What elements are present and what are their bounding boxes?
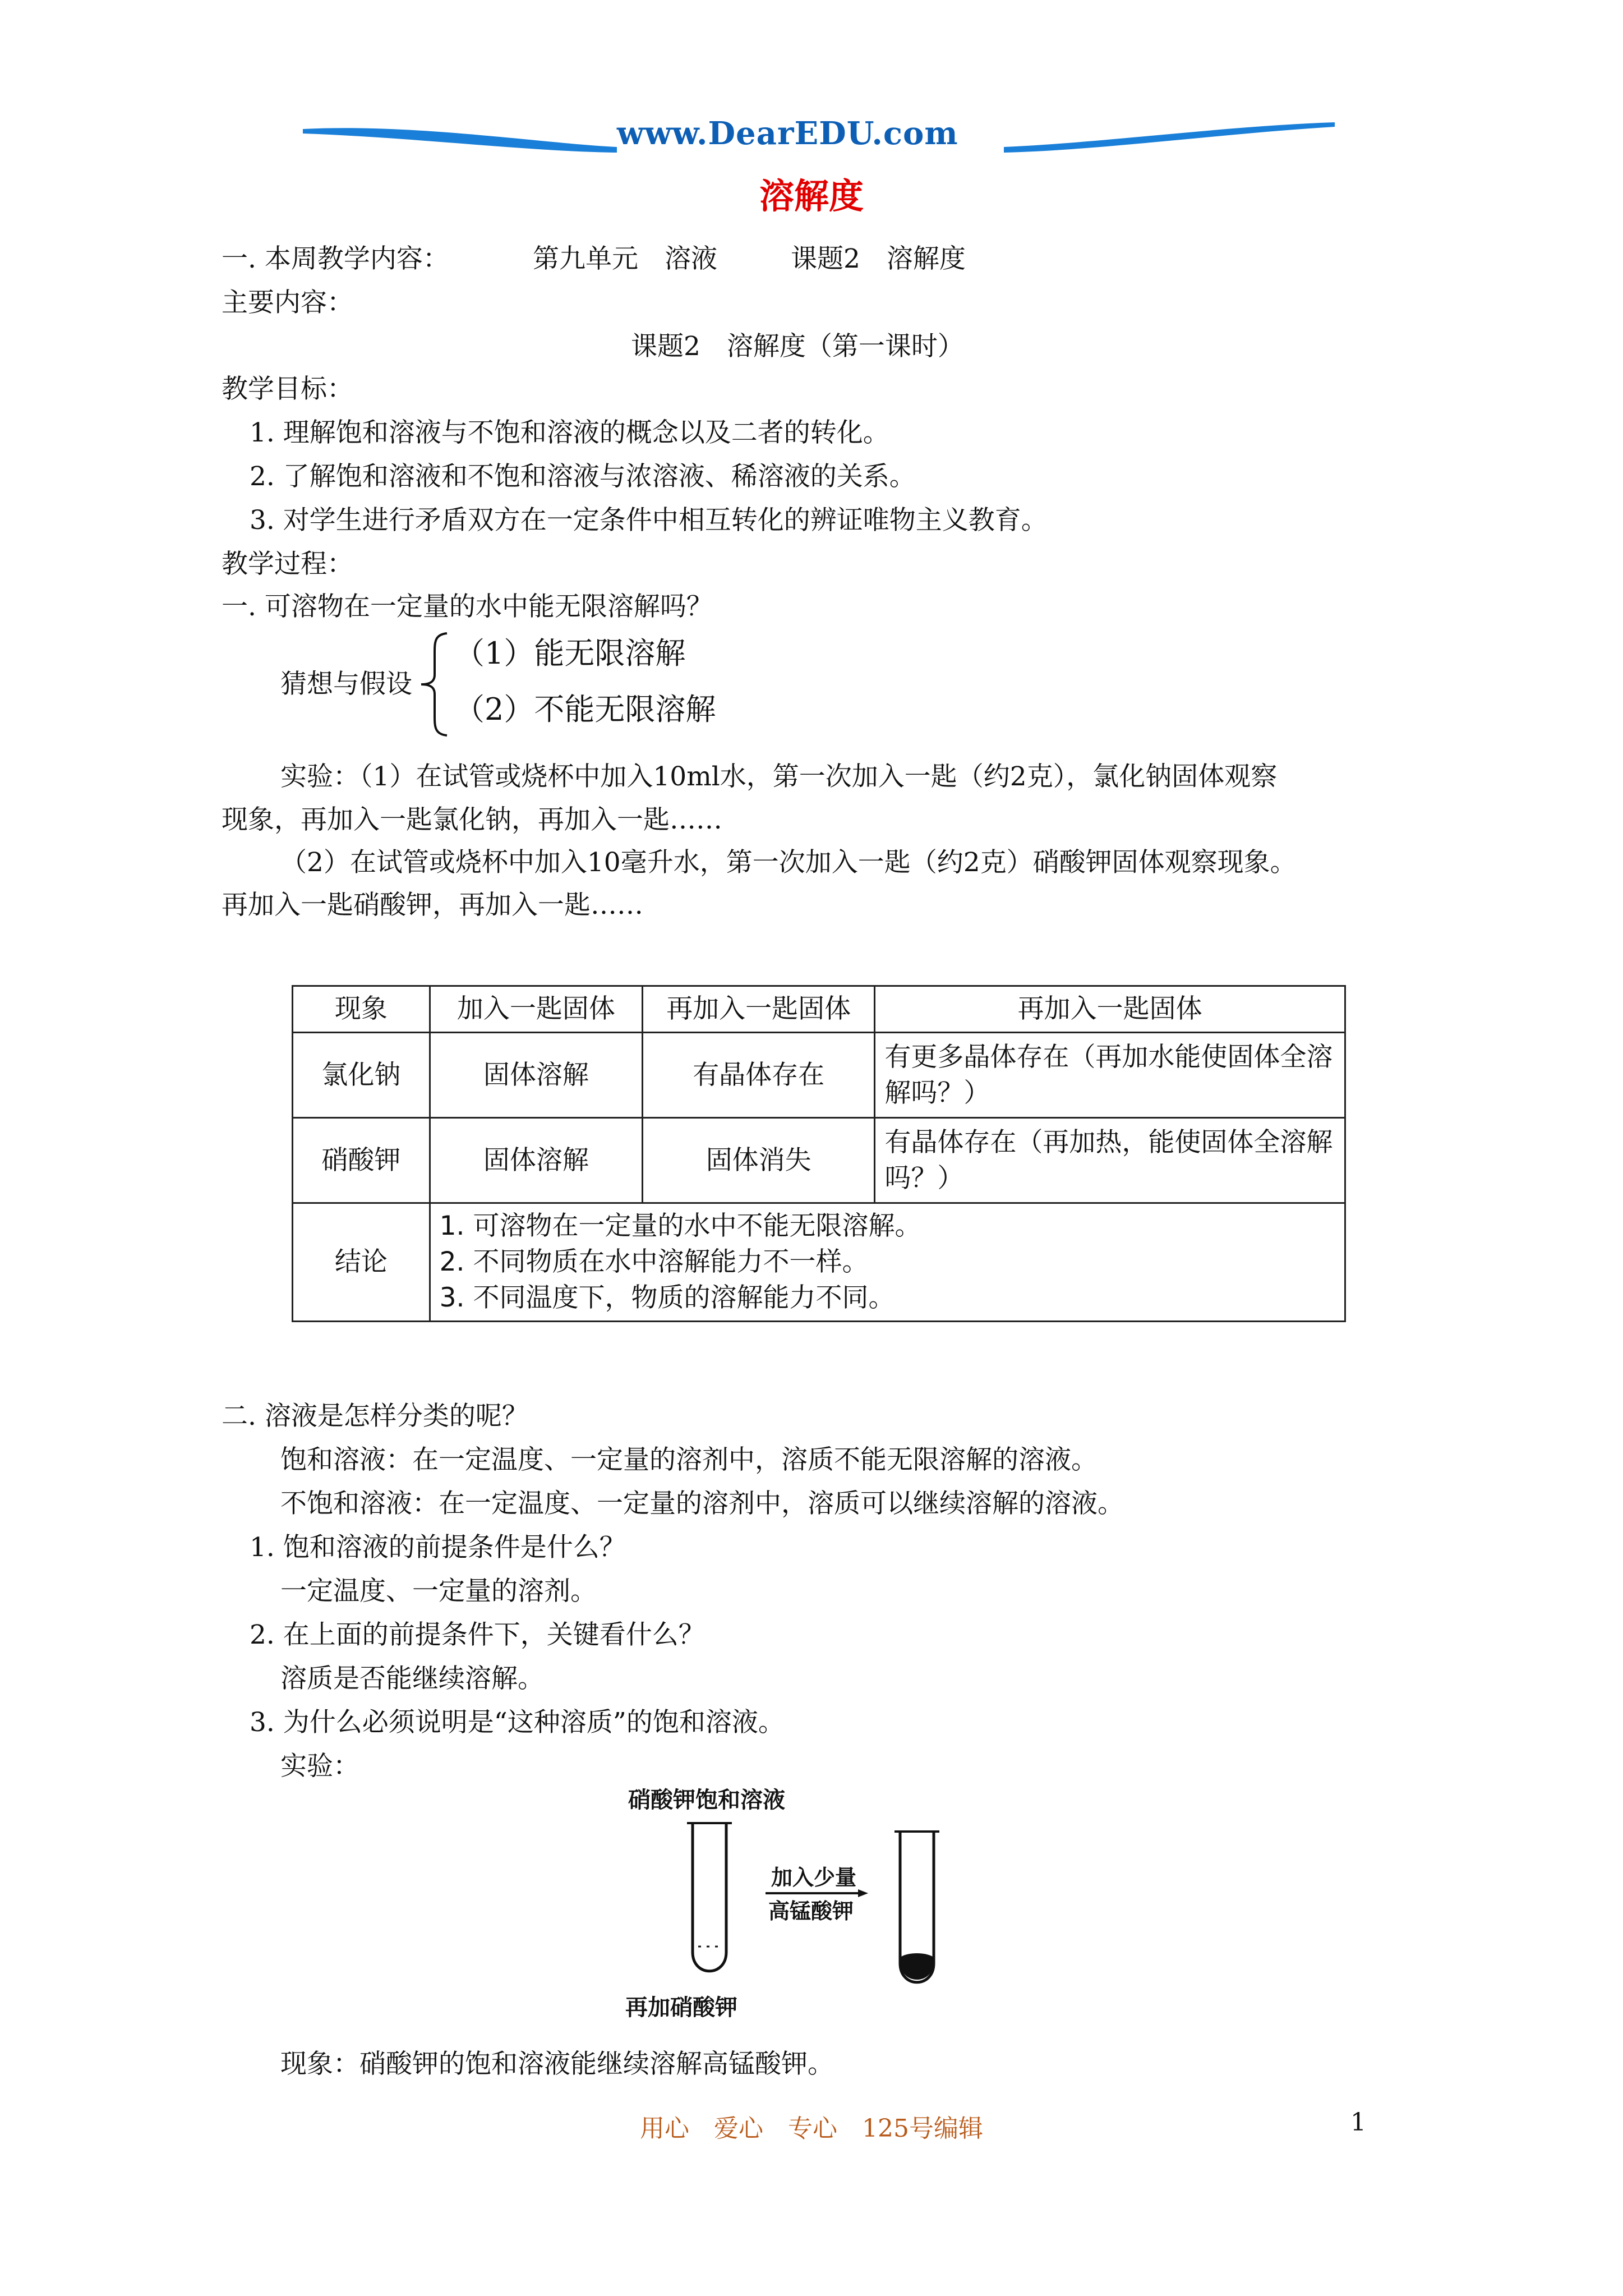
question-1: 一. 可溶物在一定量的水中能无限溶解吗？ bbox=[222, 591, 713, 622]
table-cell: 有更多晶体存在（再加水能使固体全溶解吗？） bbox=[875, 1033, 1345, 1118]
table-cell: 有晶体存在（再加热，能使固体全溶解吗？） bbox=[875, 1118, 1345, 1203]
intro-label: 一. 本周教学内容： bbox=[222, 243, 449, 274]
brace-icon bbox=[418, 631, 451, 738]
arrow-top-label: 加入少量 bbox=[771, 1865, 857, 1890]
sub-answer-1: 一定温度、一定量的溶剂。 bbox=[280, 1576, 597, 1607]
table-row bbox=[293, 1118, 1345, 1203]
goal-item: 1. 理解饱和溶液与不饱和溶液的概念以及二者的转化。 bbox=[250, 417, 889, 448]
lesson-heading: 课题2 溶解度（第一课时） bbox=[631, 331, 964, 362]
figure-top-label: 硝酸钾饱和溶液 bbox=[628, 1787, 785, 1813]
intro-topic: 课题2 溶解度 bbox=[791, 243, 966, 274]
table-row bbox=[293, 1033, 1345, 1118]
hypothesis-1: （1）能无限溶解 bbox=[454, 636, 686, 671]
experiment-label: 实验： bbox=[280, 1751, 359, 1782]
conclusion-cell bbox=[430, 1203, 1345, 1322]
page-number: 1 bbox=[1350, 2108, 1366, 2137]
sub-answer-2: 溶质是否能继续溶解。 bbox=[280, 1663, 544, 1694]
conclusion-item: 2. 不同物质在水中溶解能力不一样。 bbox=[439, 1246, 869, 1277]
figure-bottom-label: 再加硝酸钾 bbox=[625, 1995, 737, 2021]
table-cell: 固体消失 bbox=[643, 1118, 875, 1203]
arrow-icon bbox=[766, 1889, 868, 1897]
page-title: 溶解度 bbox=[759, 176, 864, 217]
saturated-definition: 饱和溶液：在一定温度、一定量的溶剂中，溶质不能无限溶解的溶液。 bbox=[280, 1444, 1098, 1475]
conclusion-item: 1. 可溶物在一定量的水中不能无限溶解。 bbox=[439, 1211, 921, 1241]
conclusion-item: 3. 不同温度下，物质的溶解能力不同。 bbox=[439, 1282, 895, 1313]
experiment-figure bbox=[617, 1784, 953, 2025]
conclusion-label: 结论 bbox=[293, 1203, 430, 1322]
footer-text: 用心 爱心 专心 125号编辑 bbox=[640, 2114, 983, 2143]
table-cell: 氯化钠 bbox=[293, 1033, 430, 1118]
main-content-label: 主要内容： bbox=[222, 287, 353, 318]
test-tube-right-icon bbox=[895, 1832, 939, 1982]
experiment-2-line-2: 再加入一匙硝酸钾，再加入一匙…… bbox=[222, 890, 643, 921]
goals-label: 教学目标： bbox=[222, 374, 353, 404]
intro-unit: 第九单元 溶液 bbox=[533, 243, 717, 274]
unsaturated-definition: 不饱和溶液：在一定温度、一定量的溶剂中，溶质可以继续溶解的溶液。 bbox=[280, 1488, 1124, 1519]
experiment-2-line-1: （2）在试管或烧杯中加入10毫升水，第一次加入一匙（约2克）硝酸钾固体观察现象。 bbox=[280, 847, 1297, 878]
observation-text: 现象：硝酸钾的饱和溶液能继续溶解高锰酸钾。 bbox=[280, 2049, 834, 2079]
observation-table bbox=[292, 985, 1346, 1322]
hypothesis-2: （2）不能无限溶解 bbox=[454, 692, 716, 727]
sub-question-2: 2. 在上面的前提条件下，关键看什么？ bbox=[250, 1619, 705, 1650]
experiment-1-line-2: 现象，再加入一匙氯化钠，再加入一匙…… bbox=[222, 804, 722, 835]
experiment-1-line-1: 实验：（1）在试管或烧杯中加入10ml水，第一次加入一匙（约2克），氯化钠固体观察 bbox=[280, 761, 1278, 792]
table-header-row bbox=[293, 986, 1345, 1033]
table-header: 加入一匙固体 bbox=[430, 986, 642, 1033]
goal-item: 2. 了解饱和溶液和不饱和溶液与浓溶液、稀溶液的关系。 bbox=[250, 461, 916, 492]
table-header: 再加入一匙固体 bbox=[643, 986, 875, 1033]
test-tube-left-icon bbox=[687, 1823, 732, 1971]
table-header: 再加入一匙固体 bbox=[875, 986, 1345, 1033]
table-cell: 有晶体存在 bbox=[643, 1033, 875, 1118]
sub-question-3: 3. 为什么必须说明是“这种溶质”的饱和溶液。 bbox=[250, 1707, 785, 1738]
table-row bbox=[293, 1203, 1345, 1322]
hypothesis-label: 猜想与假设 bbox=[280, 669, 412, 700]
process-label: 教学过程： bbox=[222, 549, 353, 579]
table-cell: 固体溶解 bbox=[430, 1118, 642, 1203]
banner-text: www.DearEDU.com bbox=[617, 115, 958, 152]
question-2: 二. 溶液是怎样分类的呢？ bbox=[222, 1401, 528, 1432]
goal-item: 3. 对学生进行矛盾双方在一定条件中相互转化的辨证唯物主义教育。 bbox=[250, 505, 1048, 536]
table-header: 现象 bbox=[293, 986, 430, 1033]
sub-question-1: 1. 饱和溶液的前提条件是什么？ bbox=[250, 1532, 626, 1563]
arrow-bottom-label: 高锰酸钾 bbox=[768, 1899, 854, 1924]
table-cell: 固体溶解 bbox=[430, 1033, 642, 1118]
table-cell: 硝酸钾 bbox=[293, 1118, 430, 1203]
